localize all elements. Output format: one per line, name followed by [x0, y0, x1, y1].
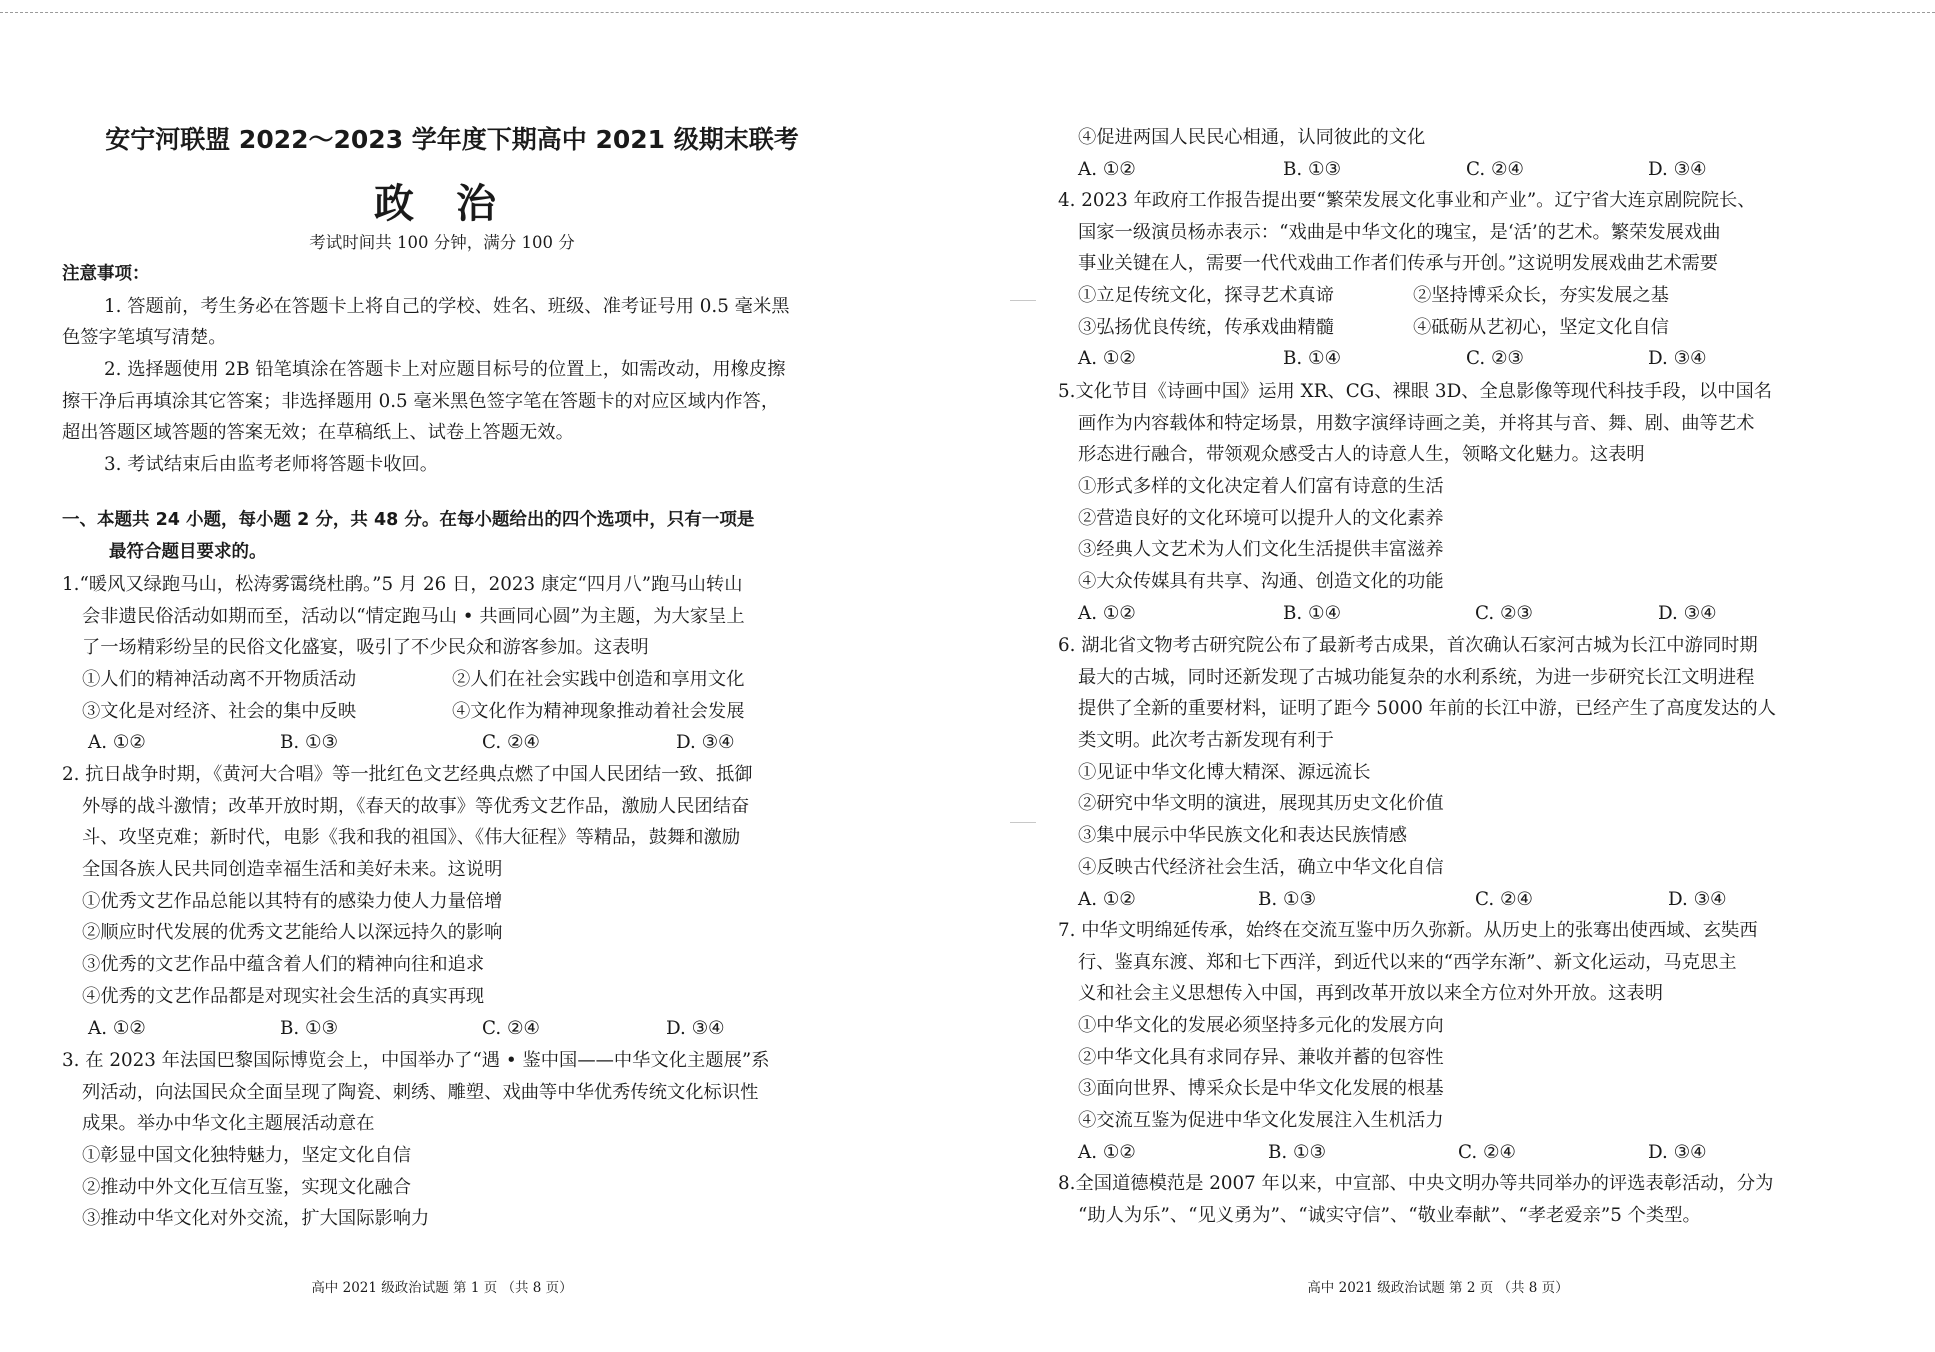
statement: ④反映古代经济社会生活，确立中华文化自信 [1078, 856, 1444, 878]
notice-section [62, 259, 822, 481]
statement: ③优秀的文艺作品中蕴含着人们的精神向往和追求 [82, 954, 485, 976]
statement: ②顺应时代发展的优秀文艺能给人以深远持久的影响 [82, 922, 503, 944]
answer-options [1058, 884, 1818, 916]
statement: ④大众传媒具有共享、沟通、创造文化的功能 [1078, 571, 1444, 593]
option-d[interactable]: D. ③④ [1668, 888, 1727, 910]
option-c[interactable]: C. ②③ [1475, 602, 1533, 624]
option-b[interactable]: B. ①③ [280, 732, 338, 754]
exam-page-2 [1058, 0, 1818, 1352]
question-2 [62, 759, 822, 1044]
statement: ③面向世界、博采众长是中华文化发展的根基 [1078, 1078, 1444, 1100]
option-a[interactable]: A. ①② [1078, 602, 1136, 624]
statement: ④优秀的文艺作品都是对现实社会生活的真实再现 [82, 985, 485, 1007]
option-b[interactable]: B. ①④ [1283, 348, 1341, 370]
question-5 [1058, 376, 1818, 630]
statement: ①优秀文艺作品总能以其特有的感染力使人力量倍增 [82, 890, 503, 912]
option-a[interactable]: A. ①② [1078, 348, 1136, 370]
question-stem: 会非遗民俗活动如期而至，活动以“情定跑马山 • 共画同心圆”为主题，为大家呈上 [82, 605, 745, 627]
statement-row [62, 696, 822, 728]
statement: ②中华文化具有求同存异、兼收并蓄的包容性 [1078, 1046, 1444, 1068]
question-stem: 了一场精彩纷呈的民俗文化盛宴，吸引了不少民众和游客参加。这表明 [82, 637, 649, 659]
question-stem: 1.“暖风又绿跑马山，松涛雾霭绕杜鹃。”5 月 26 日，2023 康定“四月八”跑马山转山 [62, 574, 743, 595]
question-stem: 列活动，向法国民众全面呈现了陶瓷、刺绣、雕塑、戏曲等中华优秀传统文化标识性 [82, 1081, 759, 1103]
question-stem: 6. 湖北省文物考古研究院公布了最新考古成果，首次确认石家河古城为长江中游同时期 [1058, 635, 1758, 656]
statement: ④文化作为精神现象推动着社会发展 [452, 700, 745, 722]
statement: ②推动中外文化互信互鉴，实现文化融合 [82, 1176, 412, 1198]
question-stem: 2. 抗日战争时期，《黄河大合唱》等一批红色文艺经典点燃了中国人民团结一致、抵御 [62, 764, 753, 785]
page-footer: 高中 2021 级政治试题 第 1 页 （共 8 页） [311, 1280, 573, 1296]
statement: ③经典人文艺术为人们文化生活提供丰富滋养 [1078, 539, 1444, 561]
option-d[interactable]: D. ③④ [1648, 348, 1707, 370]
question-3-continued [1058, 122, 1818, 185]
statement: ①人们的精神活动离不开物质活动 [82, 669, 357, 691]
question-stem: 4. 2023 年政府工作报告提出要“繁荣发展文化事业和产业”。辽宁省大连京剧院院长、 [1058, 190, 1756, 211]
question-stem: 事业关键在人，需要一代代戏曲工作者们传承与开创。”这说明发展戏曲艺术需要 [1078, 253, 1719, 275]
answer-options [62, 727, 822, 759]
question-stem: “助人为乐”、“见义勇为”、“诚实守信”、“敬业奉献”、“孝老爱亲”5 个类型。 [1078, 1204, 1701, 1226]
question-stem: 8.全国道德模范是 2007 年以来，中宣部、中央文明办等共同举办的评选表彰活动，分为 [1058, 1173, 1774, 1194]
statement: ③文化是对经济、社会的集中反映 [82, 700, 357, 722]
statement: ④交流互鉴为促进中华文化发展注入生机活力 [1078, 1110, 1444, 1132]
statement: ①彰显中国文化独特魅力，坚定文化自信 [82, 1145, 412, 1167]
section-heading: 一、本题共 24 小题，每小题 2 分，共 48 分。在每小题给出的四个选项中，只有一项是 [62, 510, 755, 530]
option-d[interactable]: D. ③④ [1658, 602, 1717, 624]
option-c[interactable]: C. ②④ [1466, 158, 1524, 180]
answer-options [62, 1013, 822, 1045]
gutter-mark [1010, 822, 1036, 823]
option-d[interactable]: D. ③④ [1648, 1141, 1707, 1163]
question-stem: 义和社会主义思想传入中国，再到改革开放以来全方位对外开放。这表明 [1078, 983, 1663, 1005]
statement: ③推动中华文化对外交流，扩大国际影响力 [82, 1208, 430, 1230]
question-stem: 最大的古城，同时还新发现了古城功能复杂的水利系统，为进一步研究长江文明进程 [1078, 666, 1755, 688]
statement-row [62, 664, 822, 696]
question-stem: 提供了全新的重要材料，证明了距今 5000 年前的长江中游，已经产生了高度发达的人 [1078, 698, 1776, 720]
question-stem: 行、鉴真东渡、郑和七下西洋，到近代以来的“西学东渐”、新文化运动，马克思主 [1078, 951, 1737, 973]
statement: ①中华文化的发展必须坚持多元化的发展方向 [1078, 1015, 1444, 1037]
statement: ②研究中华文明的演进，展现其历史文化价值 [1078, 793, 1444, 815]
option-c[interactable]: C. ②④ [482, 1017, 540, 1039]
option-b[interactable]: B. ①③ [1268, 1141, 1326, 1163]
option-a[interactable]: A. ①② [88, 1017, 146, 1039]
answer-options [1058, 598, 1818, 630]
answer-options [1058, 343, 1818, 375]
notice-line: 3. 考试结束后由监考老师将答题卡收回。 [104, 454, 439, 476]
exam-page-1 [62, 0, 822, 1352]
notice-heading: 注意事项： [62, 264, 150, 284]
section-instructions [62, 505, 822, 568]
question-stem: 3. 在 2023 年法国巴黎国际博览会上，中国举办了“遇 • 鉴中国——中华文化主题展”系 [62, 1050, 770, 1071]
question-stem: 7. 中华文明绵延传承，始终在交流互鉴中历久弥新。从历史上的张骞出使西域、玄奘西 [1058, 920, 1758, 941]
option-b[interactable]: B. ①③ [1283, 158, 1341, 180]
statement-row [1058, 312, 1818, 344]
answer-options [1058, 154, 1818, 186]
statement: ①形式多样的文化决定着人们富有诗意的生活 [1078, 476, 1444, 498]
question-stem: 类文明。此次考古新发现有利于 [1078, 730, 1334, 752]
statement: ④促进两国人民民心相通，认同彼此的文化 [1078, 127, 1426, 148]
subject-title: 政 治 [374, 181, 510, 227]
statement: ①立足传统文化，探寻艺术真谛 [1078, 285, 1334, 307]
statement: ②人们在社会实践中创造和享用文化 [452, 669, 745, 691]
question-stem: 形态进行融合，带领观众感受古人的诗意人生，领略文化魅力。这表明 [1078, 444, 1645, 466]
question-3 [62, 1045, 822, 1235]
question-7 [1058, 915, 1818, 1169]
question-stem: 国家一级演员杨赤表示：“戏曲是中华文化的瑰宝，是‘活’的艺术。繁荣发展戏曲 [1078, 221, 1721, 243]
option-c[interactable]: C. ②④ [1475, 888, 1533, 910]
option-b[interactable]: B. ①④ [1283, 602, 1341, 624]
question-stem: 画作为内容载体和特定场景，用数字演绎诗画之美，并将其与音、舞、剧、曲等艺术 [1078, 412, 1755, 434]
question-1 [62, 569, 822, 759]
option-a[interactable]: A. ①② [88, 732, 146, 754]
question-8 [1058, 1168, 1818, 1231]
question-stem: 外辱的战斗激情；改革开放时期，《春天的故事》等优秀文艺作品，激励人民团结奋 [82, 795, 750, 817]
option-a[interactable]: A. ①② [1078, 1141, 1136, 1163]
page-footer: 高中 2021 级政治试题 第 2 页 （共 8 页） [1307, 1280, 1569, 1296]
notice-line: 色签字笔填写清楚。 [62, 327, 227, 349]
statement: ②营造良好的文化环境可以提升人的文化素养 [1078, 507, 1444, 529]
option-d[interactable]: D. ③④ [1648, 158, 1707, 180]
option-b[interactable]: B. ①③ [280, 1017, 338, 1039]
notice-line: 超出答题区域答题的答案无效；在草稿纸上、试卷上答题无效。 [62, 422, 574, 444]
statement: ②坚持博采众长，夯实发展之基 [1413, 285, 1669, 307]
notice-line: 2. 选择题使用 2B 铅笔填涂在答题卡上对应题目标号的位置上，如需改动，用橡皮擦 [104, 359, 786, 381]
exam-time-info: 考试时间共 100 分钟，满分 100 分 [309, 233, 575, 252]
question-stem: 全国各族人民共同创造幸福生活和美好未来。这说明 [82, 859, 503, 881]
option-c[interactable]: C. ②④ [482, 732, 540, 754]
statement: ④砥砺从艺初心，坚定文化自信 [1413, 316, 1669, 338]
notice-line: 擦干净后再填涂其它答案；非选择题用 0.5 毫米黑色签字笔在答题卡的对应区域内作答， [62, 390, 780, 412]
section-heading-cont: 最符合题目要求的。 [109, 541, 267, 562]
option-d[interactable]: D. ③④ [666, 1017, 725, 1039]
exam-title: 安宁河联盟 2022～2023 学年度下期高中 2021 级期末联考 [105, 125, 799, 154]
statement-row [1058, 280, 1818, 312]
option-a[interactable]: A. ①② [1078, 888, 1136, 910]
gutter-mark [1010, 300, 1036, 301]
question-stem: 斗、攻坚克难；新时代，电影《我和我的祖国》、《伟大征程》等精品，鼓舞和激励 [82, 827, 741, 849]
option-d[interactable]: D. ③④ [676, 732, 735, 754]
question-6 [1058, 630, 1818, 915]
question-stem: 成果。举办中华文化主题展活动意在 [82, 1113, 375, 1135]
statement: ③集中展示中华民族文化和表达民族情感 [1078, 825, 1408, 847]
answer-options [1058, 1137, 1818, 1169]
question-4 [1058, 185, 1818, 375]
notice-line: 1. 答题前，考生务必在答题卡上将自己的学校、姓名、班级、准考证号用 0.5 毫米黑 [104, 295, 790, 317]
statement: ①见证中华文化博大精深、源远流长 [1078, 761, 1371, 783]
option-a[interactable]: A. ①② [1078, 158, 1136, 180]
option-b[interactable]: B. ①③ [1258, 888, 1316, 910]
question-stem: 5.文化节目《诗画中国》运用 XR、CG、裸眼 3D、全息影像等现代科技手段，以中国名 [1058, 381, 1773, 402]
option-c[interactable]: C. ②③ [1466, 348, 1524, 370]
option-c[interactable]: C. ②④ [1458, 1141, 1516, 1163]
statement: ③弘扬优良传统，传承戏曲精髓 [1078, 316, 1334, 338]
